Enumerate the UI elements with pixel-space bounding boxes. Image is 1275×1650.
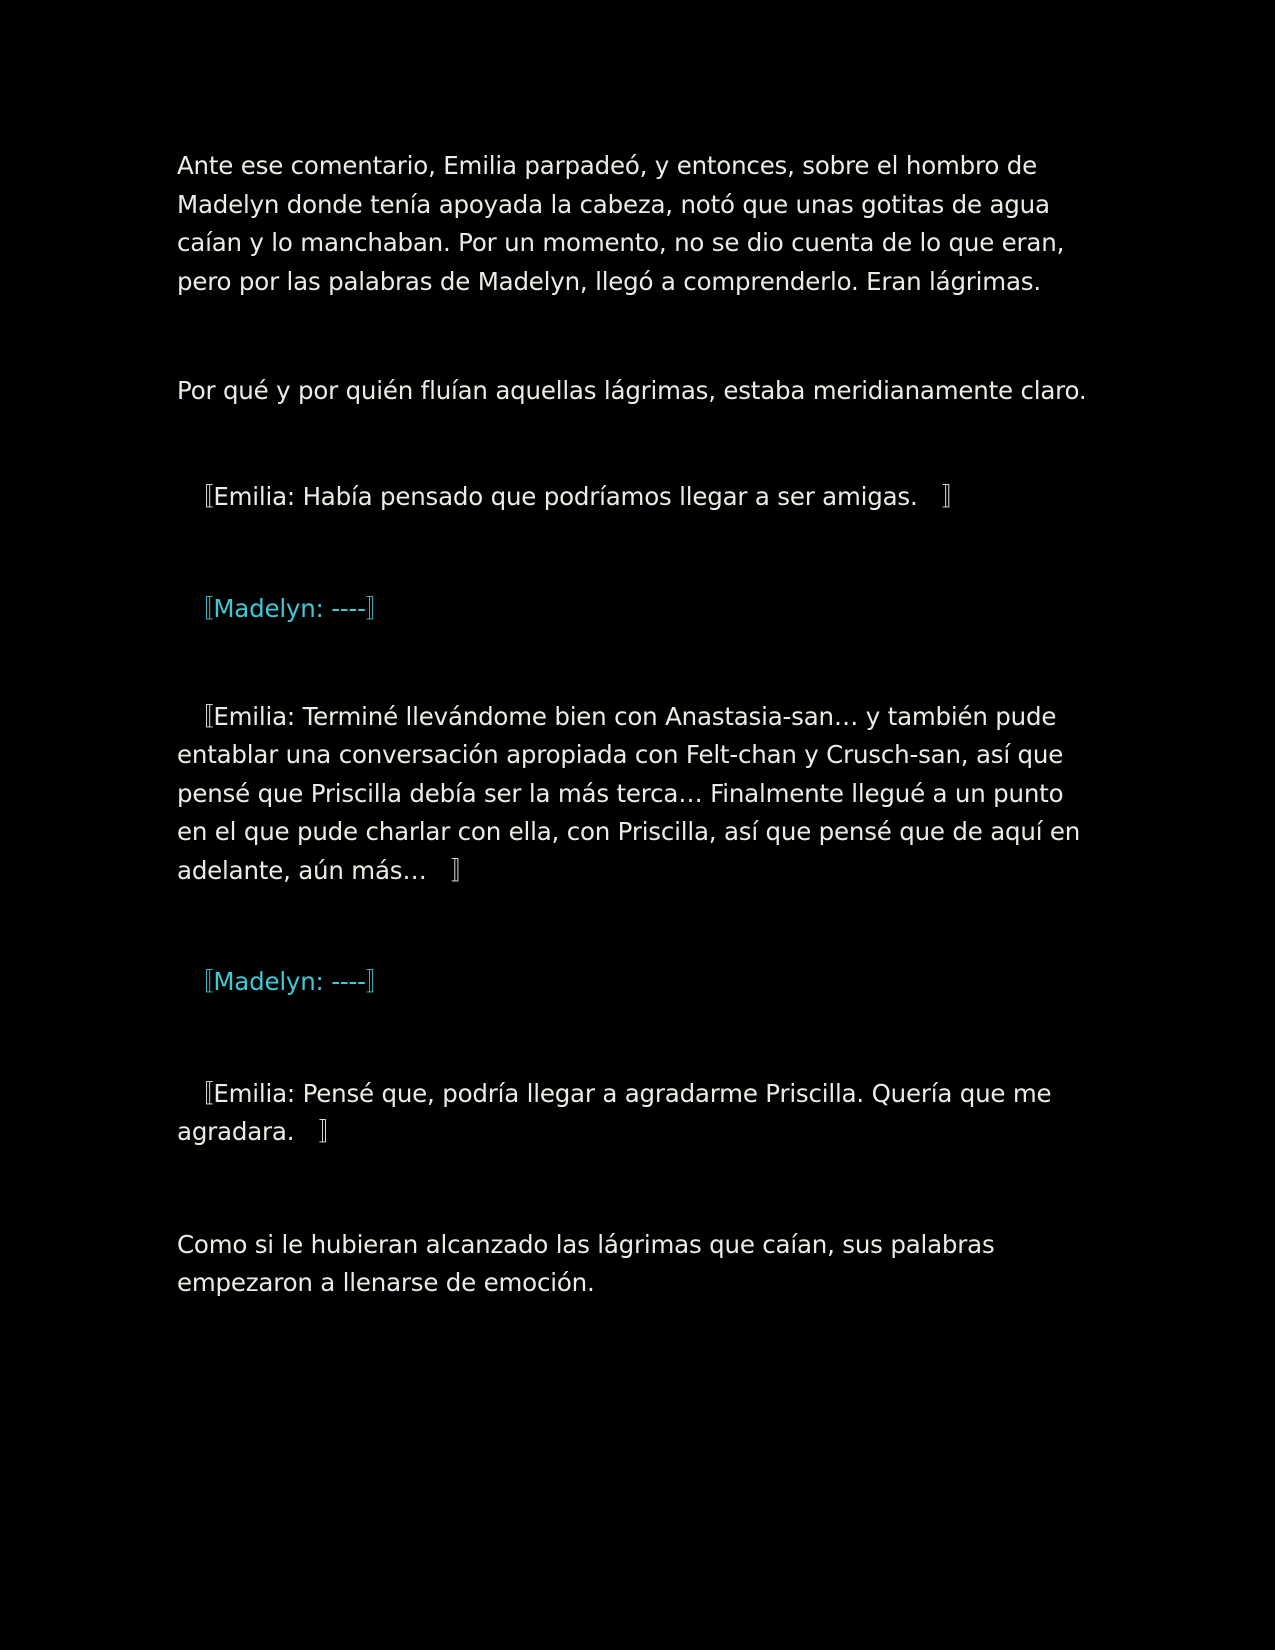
document-page <box>177 147 1097 1303</box>
emilia-dialogue: 〚Emilia: Pensé que, podría llegar a agradarme Priscilla. Quería que me agradara. 〛 <box>177 1078 1052 1146</box>
narration-paragraph: Por qué y por quién fluían aquellas lágrimas, estaba meridianamente claro. <box>177 376 1087 405</box>
narration-paragraph: Como si le hubieran alcanzado las lágrimas que caían, sus palabras empezaron a llenarse de emoción. <box>177 1229 995 1297</box>
madelyn-dialogue: 〚Madelyn: ----〛 <box>177 967 391 996</box>
narration-paragraph: Ante ese comentario, Emilia parpadeó, y entonces, sobre el hombro de Madelyn donde tenía apoyada la cabeza, notó que unas gotitas de agua caían y lo manchaban. Por un momento, no se dio cuenta de lo que eran, pero por las palabras de Madelyn, llegó a comprenderlo. Eran lágrimas. <box>177 151 1065 296</box>
emilia-dialogue: 〚Emilia: Había pensado que podríamos llegar a ser amigas. 〛 <box>177 481 967 511</box>
madelyn-dialogue: 〚Madelyn: ----〛 <box>177 594 391 623</box>
emilia-dialogue: 〚Emilia: Terminé llevándome bien con Anastasia-san… y también pude entablar una conversación apropiada con Felt-chan y Crusch-san, así que pensé que Priscilla debía ser la más terca… Finalmente llegué a un punto en el que pude charlar con ella, con Priscilla, así que pensé que de aquí en adelante, aún más… 〛 <box>177 701 1081 885</box>
